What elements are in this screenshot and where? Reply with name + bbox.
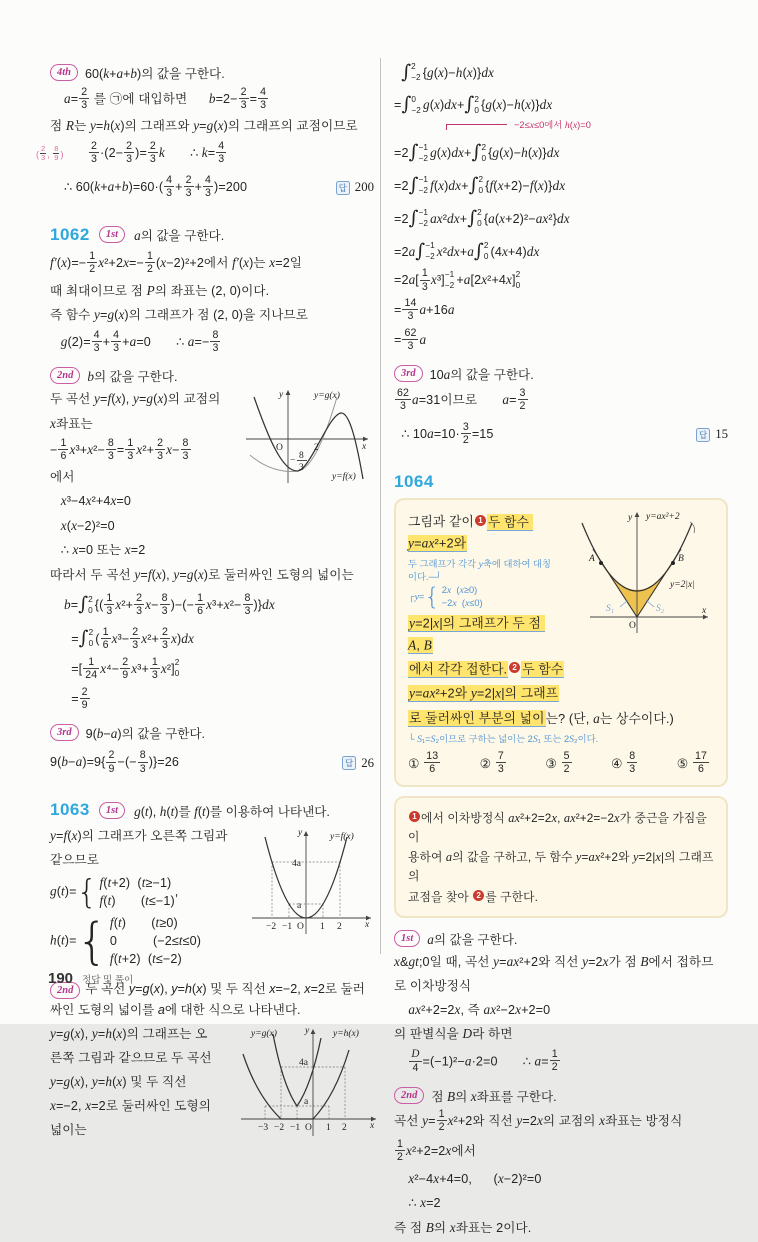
integral-lines <box>64 589 374 712</box>
math-line: = $\frac{2}{9}$ <box>64 685 88 711</box>
step-badge-3rd: 3rd <box>394 365 423 382</box>
math-line: =2∫ −1 −2 g(x)dx+∫ 2 0 {g(x)−h(x)}dx <box>394 140 560 163</box>
graph-tick--3: −3 <box>258 1123 269 1134</box>
math-line: ∴ x=2 <box>394 1195 441 1211</box>
step-header <box>50 723 374 742</box>
cubic-parabola-graph <box>240 385 374 485</box>
step-title: 점 B의 x좌표를 구한다. <box>431 1088 557 1104</box>
answer <box>336 180 374 195</box>
math-line: 같으므로 <box>50 852 100 867</box>
math-line: = $\frac{14}{3}$ a+16a <box>394 297 455 323</box>
math-line: =[ $\frac{1}{24}$ x⁴− $\frac{2}{9}$ x³+ $\frac{1}{3}$ x²] 2 0 <box>64 655 180 681</box>
graph-axis-label-x: x <box>702 606 707 617</box>
graph-curve-label-v: y=2|x| <box>670 580 695 591</box>
step-header <box>394 364 728 383</box>
math-line: 따라서 두 곡선 y=f(x), y=g(x)로 둘러싸인 도형의 넓이는 <box>50 566 354 582</box>
text-with-figure <box>50 389 374 560</box>
math-line: 용하여 a의 값을 구하고, 두 함수 y=ax²+2와 y=2|x|의 그래프의 <box>408 850 714 884</box>
graph-frac-num: 8 <box>299 451 304 462</box>
graph-tick-label: 2 <box>314 443 319 454</box>
step-header <box>394 929 728 948</box>
math-line: x³−4x²+4x=0 <box>60 493 131 509</box>
integral-lines <box>394 137 728 353</box>
math-line: 로 이차방정식 <box>394 978 472 993</box>
math-line: ∴ 60(k+a+b)=60·( $\frac{4}{3}$ + $\frac{2}{3}$ + $\frac{4}{3}$ )=200 <box>64 174 248 200</box>
math-line: 교점을 찾아 2 를 구한다. <box>408 889 538 904</box>
math-line: $\frac{D}{4}$ =(−1)²−a·2=0 ∴ a= $\frac{1}{2}$ <box>411 1047 558 1074</box>
math-line: − $\frac{1}{6}$ x³+x²− $\frac{8}{3}$ = $\frac{1}{3}$ x²+ $\frac{2}{3}$ x− $\frac{8}{3}$ <box>50 437 189 463</box>
answer-value: 26 <box>361 755 374 770</box>
math-line: =2a[ $\frac{1}{3}$ x³] −1 −2 +a[2x²+4x] 2 0 <box>394 267 521 293</box>
math-line: 9(b−a)=9{ $\frac{2}{9}$ −(− $\frac{8}{3}$ )}=26 <box>50 749 179 775</box>
math-line: ③ $\frac{5}{2}$ <box>545 750 570 776</box>
answer-value: 200 <box>354 180 374 195</box>
math-line: = $\frac{62}{3}$ a <box>394 327 427 353</box>
answer-line <box>394 418 728 452</box>
pink-annotation: −2≤x≤0에서 h(x)=0 <box>514 120 728 132</box>
math-line: =∫ 2 0 ( $\frac{1}{6}$ x³− $\frac{2}{3}$ x²+ $\frac{2}{3}$ x)dx <box>64 625 194 651</box>
text-with-figure <box>50 1024 374 1139</box>
answer-badge-icon: 답 <box>696 428 710 442</box>
answer-line <box>50 746 374 780</box>
math-line: x좌표는 <box>50 415 93 431</box>
math-line: 의 판별식을 D라 하면 <box>394 1026 513 1042</box>
answer <box>342 756 374 771</box>
figure-1063-parabola-graph <box>244 826 374 938</box>
step-badge-1st: 1st <box>99 802 125 819</box>
figure-1062-graph <box>240 385 374 485</box>
math-line: ∫ 2 −2 {g(x)−h(x)}dx <box>401 60 495 83</box>
math-line: 즉 점 B의 x좌표는 2이다. <box>394 1219 532 1235</box>
math-line: 곡선 y= $\frac{1}{2}$ x²+2와 직선 y=2x의 교점의 x좌표는 방정식 <box>394 1108 683 1134</box>
math-line: 두 곡선 y=f(x), y=g(x)의 교점의 <box>50 391 221 407</box>
graph-region-label-s2: S₂ <box>656 604 665 615</box>
math-line: ② $\frac{7}{3}$ <box>479 750 504 776</box>
graph-origin-label: O <box>629 621 636 632</box>
text-with-figure <box>50 826 374 968</box>
step-title: 두 곡선 y=g(x), y=h(x) 및 두 직선 x=−2, x=2로 둘러싸인 도형의 넓이를 a에 대한 식으로 나타낸다. <box>50 982 365 1017</box>
equation-with-margin-note <box>36 139 374 166</box>
math-line: 때 최대이므로 점 P의 좌표는 (2, 0)이다. <box>50 282 270 298</box>
step-title: 60(k+a+b)의 값을 구한다. <box>85 66 225 81</box>
graph-tick--1: −1 <box>282 922 293 933</box>
graph-curve-label-g: y=g(x) <box>251 1029 277 1040</box>
previous-problem-final-step <box>36 63 374 205</box>
problem-header <box>50 800 374 820</box>
math-line: 즉 함수 y=g(x)의 그래프가 점 (2, 0)을 지나므로 <box>50 307 309 323</box>
math-line: =2∫ −1 −2 ax²dx+∫ 2 0 {a(x+2)²−ax²}dx <box>394 206 570 229</box>
graph-curve-label-h: y=h(x) <box>333 1029 359 1040</box>
step-badge-3rd: 3rd <box>50 724 79 741</box>
strategy-tip-box <box>394 796 728 918</box>
step-badge-2nd: 2nd <box>394 1087 424 1104</box>
problem-1062-solution <box>50 225 374 780</box>
step-title: a의 값을 구한다. <box>134 228 225 244</box>
problem-1063-continued-integrals <box>394 57 728 453</box>
graph-axis-label-x: x <box>365 920 370 931</box>
pink-margin-note: ( $\frac{2}{3}$ , $\frac{8}{9}$ ) <box>36 143 64 163</box>
graph-tick--1: −1 <box>290 1123 301 1134</box>
math-line: ∴ x=0 또는 x=2 <box>50 542 146 558</box>
answer <box>696 427 728 442</box>
math-line: x&gt;0일 때, 곡선 y=ax²+2와 직선 y=2x가 점 B에서 접하므 <box>394 954 714 970</box>
math-line: 점 R는 y=h(x)의 그래프와 y=g(x)의 그래프의 교점이므로 <box>50 118 358 134</box>
graph-frac-sign: − <box>290 456 296 467</box>
blue-annotation-cases: ┌y= { 2x (x≥0) −2x (x≤0) <box>408 583 483 612</box>
step-badge-1st: 1st <box>99 226 125 243</box>
problem-text-line: y=ax²+2와 y=2|x|의 그래프 <box>409 685 559 701</box>
step-header <box>50 366 374 385</box>
math-line: ax²+2=2x, 즉 ax²−2x+2=0 <box>408 1002 551 1018</box>
math-line: $\frac{2}{3}$ ·(2− $\frac{2}{3}$ )= $\frac{2}{3}$ k ∴ k= $\frac{4}{3}$ <box>91 139 225 165</box>
math-line: h(t)= { f(t) (t≥0) 0 (−2≤t≤0) f(t+2) (t≤−2) <box>50 911 202 970</box>
answer-value: 15 <box>715 427 728 442</box>
two-curves-graph <box>237 1024 382 1140</box>
math-line: =∫ 0 −2 g(x)dx+∫ 2 0 {g(x)−h(x)}dx <box>394 93 553 116</box>
step-badge-2nd: 2nd <box>50 367 80 384</box>
math-line: 1 에서 이차방정식 ax²+2=2x, ax²+2=−2x가 중근을 가짐을 이 <box>408 810 711 844</box>
solution-lines <box>50 251 374 355</box>
graph-ylabel-4a: 4a <box>292 859 301 870</box>
step-badge-4th: 4th <box>50 64 78 81</box>
graph-axis-label-y: y <box>298 828 303 839</box>
math-line: b=∫ 2 0 {( $\frac{1}{3}$ x²+ $\frac{2}{3}$ x− $\frac{8}{3}$ )−(− $\frac{1}{6}$ x³+x²− $\frac{8}{3}$ )}dx <box>64 591 275 618</box>
problem-number-1062: 1062 <box>50 224 90 244</box>
page-number: 190 <box>48 970 74 987</box>
problem-number-1063: 1063 <box>50 800 90 820</box>
graph-curve-label-parabola: y=ax²+2 <box>646 512 680 523</box>
problem-header <box>50 225 374 245</box>
step-header <box>50 63 374 82</box>
graph-ylabel-4a: 4a <box>299 1058 308 1069</box>
graph-tick-2: 2 <box>342 1123 347 1134</box>
math-line: x(x−2)²=0 <box>60 517 115 533</box>
math-line: $\frac{1}{2}$ x²+2=2x에서 <box>397 1138 476 1164</box>
math-line: f′(x)=− $\frac{1}{2}$ x²+2x=− $\frac{1}{2}$ (x−2)²+2에서 f′(x)는 x=2일 <box>50 249 303 276</box>
problem-text-line: y=2|x|의 그래프가 두 점 A, B <box>408 615 545 653</box>
page-footer <box>48 970 133 987</box>
answer-choices <box>408 748 714 776</box>
graph-tick--2: −2 <box>266 922 277 933</box>
graph-axis-label-x: x <box>370 1121 375 1132</box>
blue-annotation-areas: └ S₁=S₂이므로 구하는 넓이는 2S₁ 또는 2S₂이다. <box>408 733 599 745</box>
parabola-absolute-value-graph <box>562 509 714 639</box>
answer-badge-icon: 답 <box>336 181 350 195</box>
graph-origin-label: O <box>305 1123 312 1134</box>
problem-text-line: 에서 각각 접한다. 2 두 함수 <box>409 661 564 677</box>
right-column <box>394 52 728 1242</box>
solution-lines <box>394 1109 728 1237</box>
answer-badge-icon: 답 <box>342 756 356 770</box>
math-line: 넓이는 <box>50 1122 87 1137</box>
figure-1063-two-curves-graph <box>237 1024 382 1140</box>
graph-axis-label-y: y <box>279 390 284 401</box>
graph-curve-label-f: y=f(x) <box>332 472 356 483</box>
math-line: 른쪽 그림과 같으므로 두 곡선 <box>50 1050 212 1065</box>
graph-origin-label: O <box>297 922 304 933</box>
math-line: g(2)= $\frac{4}{3}$ + $\frac{4}{3}$ +a=0 ∴ a=− $\frac{8}{3}$ <box>60 328 219 354</box>
graph-axis-label-y: y <box>628 513 633 524</box>
problem-text-line: 그림과 같이 1 두 함수 y=ax²+2와 <box>408 514 533 551</box>
graph-tick-1: 1 <box>326 1123 331 1134</box>
problem-text-line: 로 둘러싸인 부분의 넓이는? (단, a는 상수이다.) <box>409 710 674 726</box>
graph-tick-2: 2 <box>337 922 342 933</box>
math-line: ⑤ $\frac{17}{6}$ <box>676 750 707 776</box>
step-title: a의 값을 구한다. <box>427 931 518 947</box>
math-line: =2a∫ −1 −2 x²dx+a∫ 2 0 (4x+4)dx <box>394 239 540 262</box>
step-title: 9(b−a)의 값을 구한다. <box>85 725 206 741</box>
graph-ylabel-a: a <box>297 901 302 912</box>
problem-1064-statement-box <box>394 498 728 786</box>
solution-lines <box>394 952 728 1075</box>
graph-tick-1: 1 <box>320 922 325 933</box>
step-header <box>394 1086 728 1105</box>
problem-header <box>394 472 728 492</box>
math-line: ④ $\frac{8}{3}$ <box>611 750 636 776</box>
graph-axis-label-y: y <box>305 1026 310 1037</box>
math-line: ① $\frac{13}{6}$ <box>408 750 439 776</box>
graph-frac-den: 3 <box>299 463 304 474</box>
problem-number-1064: 1064 <box>394 472 434 492</box>
math-line: g(t)= { f(t+2) (t≥−1) f(t) (t≤−1) , <box>50 872 179 911</box>
graph-point-label-A: A <box>589 554 595 565</box>
math-line: =2∫ −1 −2 f(x)dx+∫ 2 0 {f(x+2)−f(x)}dx <box>394 173 566 196</box>
math-line: $\frac{62}{3}$ a=31이므로 a= $\frac{3}{2}$ <box>397 386 526 413</box>
graph-ylabel-a: a <box>304 1097 309 1108</box>
parabola-graph <box>244 826 374 938</box>
math-line: 에서 <box>50 470 75 485</box>
math-line: ∴ 10a=10· $\frac{3}{2}$ =15 <box>394 421 494 447</box>
graph-origin-label: O <box>276 443 283 454</box>
graph-curve-label-g: y=g(x) <box>314 391 340 402</box>
step-title: g(t), h(t)를 f(t)를 이용하여 나타낸다. <box>134 803 330 819</box>
problem-1064 <box>394 472 728 1238</box>
math-line: x²−4x+4=0, (x−2)²=0 <box>408 1171 542 1186</box>
step-badge-1st: 1st <box>394 930 420 947</box>
graph-curve-label-f: y=f(x) <box>330 832 354 843</box>
answer-line <box>50 171 374 205</box>
math-line: y=g(x), y=h(x)의 그래프는 오 <box>50 1026 208 1042</box>
column-divider <box>380 58 381 954</box>
step-title: b의 값을 구한다. <box>87 368 178 384</box>
math-line: y=f(x)의 그래프가 오른쪽 그림과 <box>50 828 228 844</box>
math-line: a= $\frac{2}{3}$ 를 ㉠에 대입하면 b=2− $\frac{2}{3}$ = $\frac{4}{3}$ <box>64 85 267 111</box>
step-badge-2nd: 2nd <box>50 982 80 999</box>
graph-region-label-s1: S₁ <box>606 604 615 615</box>
graph-axis-label-x: x <box>362 442 367 453</box>
figure-1064-graph <box>562 509 714 639</box>
graph-point-label-B: B <box>678 554 684 565</box>
footer-label: 정답 및 풀이 <box>82 975 134 986</box>
graph-tick--2: −2 <box>274 1123 285 1134</box>
step-title: 10a의 값을 구한다. <box>429 367 534 383</box>
math-line: y=g(x), y=h(x) 및 두 직선 <box>50 1074 187 1090</box>
blue-annotation-symmetry: 두 그래프가 각각 y축에 대하여 대칭이다.─┘ <box>408 558 551 583</box>
math-line: x=−2, x=2로 둘러싸인 도형의 <box>50 1098 212 1114</box>
